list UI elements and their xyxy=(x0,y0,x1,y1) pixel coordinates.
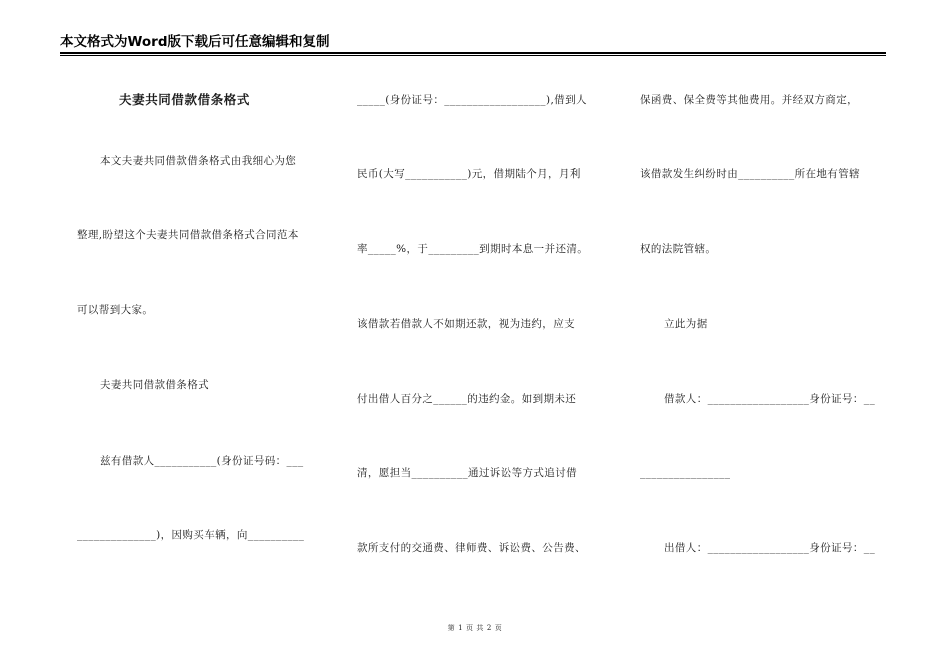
closing-phrase: 立此为据 xyxy=(664,318,708,330)
body-line-4: 民币(大写___________)元，借期陆个月，月利 xyxy=(357,168,581,180)
borrower-id-continuation: ________________ xyxy=(640,467,731,479)
header-rule-thin xyxy=(60,55,886,56)
body-line-3: _____(身份证号：__________________),借到人 xyxy=(357,94,587,106)
lender-signature-line: 出借人：__________________身份证号：__ xyxy=(664,542,876,554)
body-line-11: 该借款发生纠纷时由__________所在地有管辖 xyxy=(640,168,860,180)
body-line-1: 兹有借款人___________(身份证号码：___ xyxy=(100,455,304,467)
borrower-signature-line: 借款人：__________________身份证号：__ xyxy=(664,393,876,405)
intro-line-3: 可以帮到大家。 xyxy=(77,304,154,316)
document-title: 夫妻共同借款借条格式 xyxy=(119,92,251,107)
intro-line-2: 整理,盼望这个夫妻共同借款借条格式合同范本 xyxy=(77,229,299,241)
body-line-7: 付出借人百分之______的违约金。如到期未还 xyxy=(357,393,577,405)
document-header: 本文格式为Word版下载后可任意编辑和复制 xyxy=(60,34,330,50)
body-line-12: 权的法院管辖。 xyxy=(640,243,717,255)
intro-line-1: 本文夫妻共同借款借条格式由我细心为您 xyxy=(100,155,297,167)
body-line-5: 率_____%，于_________到期时本息一并还清。 xyxy=(357,243,589,255)
body-line-9: 款所支付的交通费、律师费、诉讼费、公告费、 xyxy=(357,542,586,554)
body-line-8: 清，愿担当__________通过诉讼等方式追讨借 xyxy=(357,467,577,479)
body-line-10: 保函费、保全费等其他费用。并经双方商定， xyxy=(640,94,858,106)
header-rule-thick xyxy=(60,52,886,54)
body-line-6: 该借款若借款人不如期还款，视为违约，应支 xyxy=(357,318,575,330)
body-line-2: ______________)，因购买车辆，向__________ xyxy=(77,529,305,541)
page-number: 第 1 页 共 2 页 xyxy=(447,624,503,632)
section-heading: 夫妻共同借款借条格式 xyxy=(100,379,209,391)
